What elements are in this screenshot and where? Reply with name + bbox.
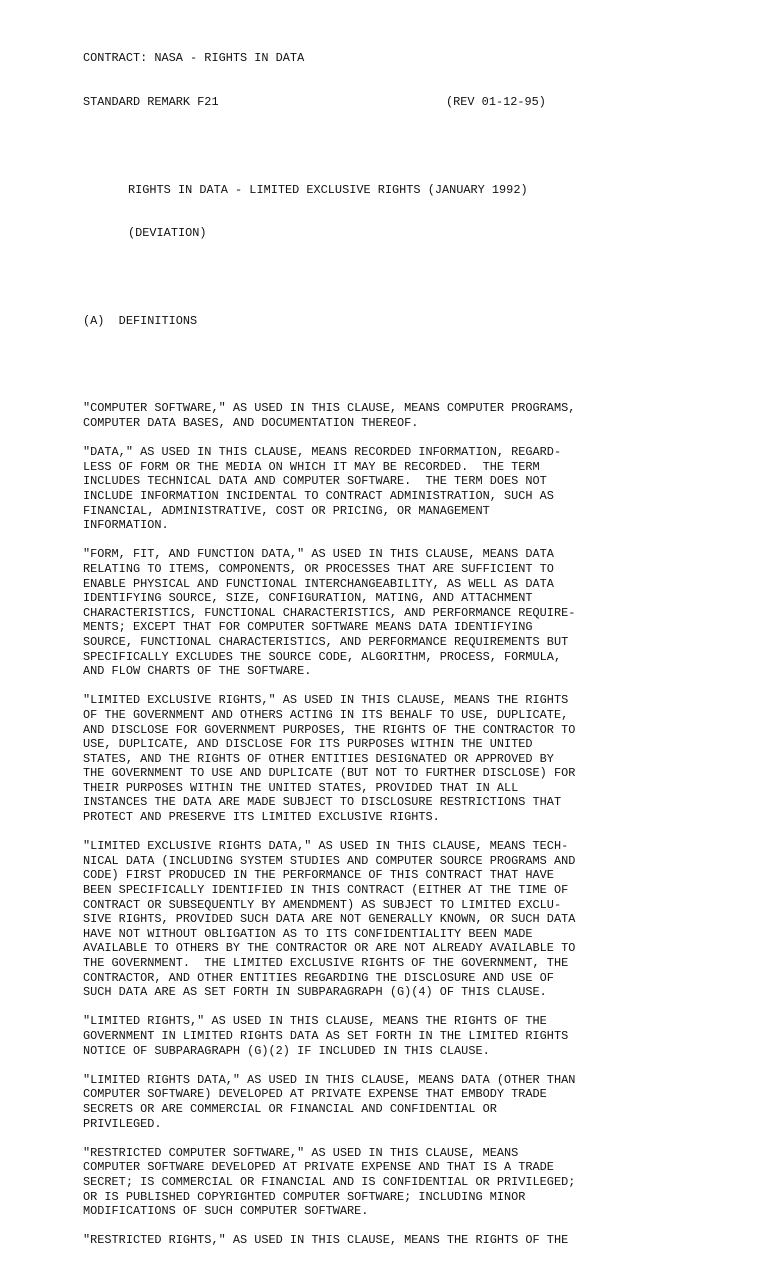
spacer	[83, 270, 763, 285]
paragraph-line: SIVE RIGHTS, PROVIDED SUCH DATA ARE NOT GENERALLY KNOWN, OR SUCH DATA	[83, 912, 576, 927]
paragraph-line: THE GOVERNMENT TO USE AND DUPLICATE (BUT NOT TO FURTHER DISCLOSE) FOR	[83, 766, 576, 781]
paragraph-line: NOTICE OF SUBPARAGRAPH (G)(2) IF INCLUDED IN THIS CLAUSE.	[83, 1043, 490, 1058]
definition-paragraph	[83, 1014, 763, 1058]
paragraph-line: CONTRACTOR, AND OTHER ENTITIES REGARDING THE DISCLOSURE AND USE OF	[83, 970, 554, 985]
paragraph-line: STATES, AND THE RIGHTS OF OTHER ENTITIES DESIGNATED OR APPROVED BY	[83, 751, 554, 766]
paragraph-line: AND FLOW CHARTS OF THE SOFTWARE.	[83, 664, 312, 679]
paragraph-line: CHARACTERISTICS, FUNCTIONAL CHARACTERISTICS, AND PERFORMANCE REQUIRE-	[83, 605, 576, 620]
paragraph-line: SECRET; IS COMMERCIAL OR FINANCIAL AND IS CONFIDENTIAL OR PRIVILEGED;	[83, 1174, 576, 1189]
paragraph-line: "LIMITED EXCLUSIVE RIGHTS DATA," AS USED IN THIS CLAUSE, MEANS TECH-	[83, 839, 569, 854]
paragraph-line: OR IS PUBLISHED COPYRIGHTED COMPUTER SOFTWARE; INCLUDING MINOR	[83, 1189, 526, 1204]
definitions-body	[83, 401, 763, 1247]
paragraph-line: SOURCE, FUNCTIONAL CHARACTERISTICS, AND PERFORMANCE REQUIREMENTS BUT	[83, 634, 569, 649]
definition-paragraph	[83, 401, 763, 430]
paragraph-line: "COMPUTER SOFTWARE," AS USED IN THIS CLAUSE, MEANS COMPUTER PROGRAMS,	[83, 401, 576, 416]
clause-title-deviation: (DEVIATION)	[128, 226, 207, 241]
paragraph-line: COMPUTER DATA BASES, AND DOCUMENTATION THEREOF.	[83, 416, 419, 431]
paragraph-line: IDENTIFYING SOURCE, SIZE, CONFIGURATION, MATING, AND ATTACHMENT	[83, 591, 533, 606]
paragraph-line: NICAL DATA (INCLUDING SYSTEM STUDIES AND COMPUTER SOURCE PROGRAMS AND	[83, 853, 576, 868]
paragraph-line: FINANCIAL, ADMINISTRATIVE, COST OR PRICING, OR MANAGEMENT	[83, 503, 490, 518]
paragraph-line: ENABLE PHYSICAL AND FUNCTIONAL INTERCHANGEABILITY, AS WELL AS DATA	[83, 576, 554, 591]
revision-date: (REV 01-12-95)	[446, 94, 546, 109]
paragraph-line: USE, DUPLICATE, AND DISCLOSE FOR ITS PURPOSES WITHIN THE UNITED	[83, 737, 533, 752]
paragraph-line: MENTS; EXCEPT THAT FOR COMPUTER SOFTWARE MEANS DATA IDENTIFYING	[83, 620, 533, 635]
paragraph-line: LESS OF FORM OR THE MEDIA ON WHICH IT MAY BE RECORDED. THE TERM	[83, 459, 540, 474]
paragraph-line: "RESTRICTED COMPUTER SOFTWARE," AS USED IN THIS CLAUSE, MEANS	[83, 1145, 519, 1160]
paragraph-line: CODE) FIRST PRODUCED IN THE PERFORMANCE OF THIS CONTRACT THAT HAVE	[83, 868, 554, 883]
paragraph-line: "LIMITED RIGHTS DATA," AS USED IN THIS CLAUSE, MEANS DATA (OTHER THAN	[83, 1072, 576, 1087]
paragraph-line: COMPUTER SOFTWARE) DEVELOPED AT PRIVATE EXPENSE THAT EMBODY TRADE	[83, 1087, 547, 1102]
paragraph-line: "LIMITED RIGHTS," AS USED IN THIS CLAUSE, MEANS THE RIGHTS OF THE	[83, 1014, 547, 1029]
paragraph-line: RELATING TO ITEMS, COMPONENTS, OR PROCESSES THAT ARE SUFFICIENT TO	[83, 561, 554, 576]
definition-paragraph	[83, 1073, 763, 1131]
definition-paragraph	[83, 693, 763, 824]
paragraph-line: AVAILABLE TO OTHERS BY THE CONTRACTOR OR ARE NOT ALREADY AVAILABLE TO	[83, 941, 576, 956]
definition-paragraph	[83, 1146, 763, 1219]
paragraph-line: SUCH DATA ARE AS SET FORTH IN SUBPARAGRAPH (G)(4) OF THIS CLAUSE.	[83, 985, 547, 1000]
paragraph-line: "RESTRICTED RIGHTS," AS USED IN THIS CLAUSE, MEANS THE RIGHTS OF THE	[83, 1233, 569, 1248]
remark-header-row	[83, 95, 763, 110]
paragraph-line: "DATA," AS USED IN THIS CLAUSE, MEANS RECORDED INFORMATION, REGARD-	[83, 445, 562, 460]
paragraph-line: GOVERNMENT IN LIMITED RIGHTS DATA AS SET FORTH IN THE LIMITED RIGHTS	[83, 1028, 569, 1043]
paragraph-line: AND DISCLOSE FOR GOVERNMENT PURPOSES, THE RIGHTS OF THE CONTRACTOR TO	[83, 722, 576, 737]
paragraph-line: HAVE NOT WITHOUT OBLIGATION AS TO ITS CONFIDENTIALITY BEEN MADE	[83, 926, 533, 941]
definition-paragraph	[83, 1233, 763, 1248]
paragraph-line: PROTECT AND PRESERVE ITS LIMITED EXCLUSIVE RIGHTS.	[83, 810, 440, 825]
paragraph-line: SECRETS OR ARE COMMERCIAL OR FINANCIAL AND CONFIDENTIAL OR	[83, 1101, 497, 1116]
paragraph-line: INCLUDE INFORMATION INCIDENTAL TO CONTRACT ADMINISTRATION, SUCH AS	[83, 489, 554, 503]
definition-paragraph	[83, 839, 763, 1000]
spacer	[83, 358, 763, 373]
paragraph-line: COMPUTER SOFTWARE DEVELOPED AT PRIVATE EXPENSE AND THAT IS A TRADE	[83, 1160, 554, 1175]
paragraph-line: BEEN SPECIFICALLY IDENTIFIED IN THIS CONTRACT (EITHER AT THE TIME OF	[83, 883, 569, 898]
clause-title: RIGHTS IN DATA - LIMITED EXCLUSIVE RIGHTS (JANUARY 1992)	[128, 182, 528, 197]
paragraph-line: CONTRACT OR SUBSEQUENTLY BY AMENDMENT) AS SUBJECT TO LIMITED EXCLU-	[83, 897, 562, 912]
paragraph-line: OF THE GOVERNMENT AND OTHERS ACTING IN ITS BEHALF TO USE, DUPLICATE,	[83, 707, 569, 722]
paragraph-line: INFORMATION.	[83, 518, 169, 533]
paragraph-line: INCLUDES TECHNICAL DATA AND COMPUTER SOFTWARE. THE TERM DOES NOT	[83, 474, 547, 489]
paragraph-line: SPECIFICALLY EXCLUDES THE SOURCE CODE, ALGORITHM, PROCESS, FORMULA,	[83, 649, 562, 664]
paragraph-line: "LIMITED EXCLUSIVE RIGHTS," AS USED IN THIS CLAUSE, MEANS THE RIGHTS	[83, 693, 569, 708]
spacer	[83, 139, 763, 154]
paragraph-line: THE GOVERNMENT. THE LIMITED EXCLUSIVE RIGHTS OF THE GOVERNMENT, THE	[83, 956, 569, 970]
standard-remark: STANDARD REMARK F21	[83, 94, 219, 109]
contract-header: CONTRACT: NASA - RIGHTS IN DATA	[83, 51, 305, 66]
definition-paragraph	[83, 445, 763, 533]
definition-paragraph	[83, 547, 763, 678]
paragraph-line: "FORM, FIT, AND FUNCTION DATA," AS USED IN THIS CLAUSE, MEANS DATA	[83, 547, 554, 562]
paragraph-line: MODIFICATIONS OF SUCH COMPUTER SOFTWARE.	[83, 1204, 369, 1219]
document-page	[83, 22, 763, 1277]
section-heading: (A) DEFINITIONS	[83, 313, 198, 328]
paragraph-line: PRIVILEGED.	[83, 1116, 162, 1131]
paragraph-line: THEIR PURPOSES WITHIN THE UNITED STATES, PROVIDED THAT IN ALL	[83, 780, 519, 795]
paragraph-line: INSTANCES THE DATA ARE MADE SUBJECT TO DISCLOSURE RESTRICTIONS THAT	[83, 795, 562, 810]
